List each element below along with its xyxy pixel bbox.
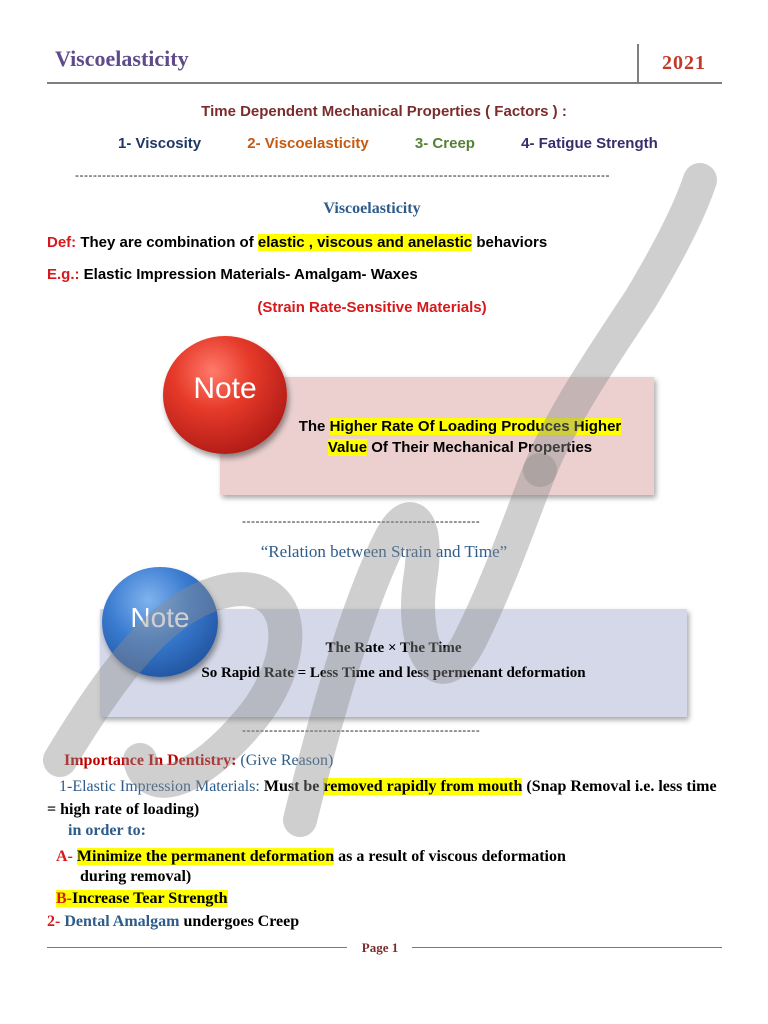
factor-creep: 3- Creep bbox=[414, 135, 475, 152]
example bbox=[47, 266, 418, 283]
strain-rate-note: (Strain Rate-Sensitive Materials) bbox=[257, 299, 487, 316]
item-a-highlight: Minimize the permanent deformation bbox=[76, 848, 335, 865]
item-b-highlight: Increase Tear Strength bbox=[72, 890, 228, 907]
definition-label: Def: bbox=[47, 234, 77, 251]
example-label: E.g.: bbox=[47, 266, 80, 283]
in-order-to: in order to: bbox=[68, 822, 146, 839]
example-text: Elastic Impression Materials- Amalgam- Waxes bbox=[83, 266, 418, 283]
item-1-after: (Snap Removal i.e. less time = high rate of loading) bbox=[47, 778, 717, 818]
importance-item-1 bbox=[47, 775, 727, 821]
note-loading-highlight-value: Value bbox=[327, 439, 368, 456]
dashed-divider: ----------------------------------------------------- bbox=[242, 723, 481, 737]
item-1-label: 1-Elastic Impression Materials: bbox=[59, 778, 260, 795]
factor-viscoelasticity: 2- Viscoelasticity bbox=[247, 135, 369, 152]
definition-highlight: elastic , viscous and anelastic bbox=[257, 234, 473, 251]
item-1-highlight: removed rapidly from mouth bbox=[323, 778, 523, 795]
definition-text-after: behaviors bbox=[476, 234, 548, 251]
item-b-label: B- bbox=[56, 890, 72, 907]
note-loading-suffix: Of Their Mechanical Properties bbox=[371, 439, 593, 456]
factor-viscosity: 1- Viscosity bbox=[118, 135, 202, 152]
definition bbox=[47, 234, 547, 251]
factors-heading: Time Dependent Mechanical Properties ( Factors ) : bbox=[201, 103, 567, 120]
importance-item-2 bbox=[47, 913, 299, 931]
header-rule bbox=[47, 82, 722, 84]
item-2-text: undergoes Creep bbox=[183, 913, 300, 930]
importance-heading bbox=[64, 752, 333, 770]
note-loading-prefix: The bbox=[298, 418, 326, 435]
header-divider bbox=[637, 44, 639, 82]
importance-title: Importance In Dentistry: bbox=[64, 752, 237, 769]
factors-list bbox=[118, 135, 700, 152]
item-a-continued: during removal) bbox=[80, 868, 192, 885]
footer-rule-right bbox=[412, 947, 722, 948]
importance-reason: (Give Reason) bbox=[240, 752, 334, 769]
item-1-mid: Must be bbox=[263, 778, 320, 795]
note-loading-text bbox=[280, 416, 640, 458]
note-badge-blue-label: Note bbox=[130, 602, 190, 633]
item-a-label: A- bbox=[56, 848, 73, 865]
rapid-rate-statement: So Rapid Rate = Less Time and less permenant deformation bbox=[201, 665, 586, 681]
definition-text-before: They are combination of bbox=[80, 234, 254, 251]
item-a-text: as a result of viscous deformation bbox=[338, 848, 566, 865]
dashed-divider: ----------------------------------------------------------------------------------------------------------------------- bbox=[75, 168, 611, 182]
page-number: Page 1 bbox=[361, 940, 399, 955]
item-2-number: 2- bbox=[47, 913, 61, 930]
item-a bbox=[56, 845, 716, 868]
dashed-divider: ----------------------------------------------------- bbox=[242, 514, 481, 528]
footer-rule-left bbox=[47, 947, 347, 948]
factor-fatigue-strength: 4- Fatigue Strength bbox=[521, 135, 658, 152]
note-loading-highlight: Higher Rate Of Loading Produces Higher bbox=[329, 418, 622, 435]
relation-title: “Relation between Strain and Time” bbox=[260, 542, 508, 561]
item-b bbox=[56, 890, 228, 908]
item-2-label: Dental Amalgam bbox=[64, 913, 180, 930]
document-year: 2021 bbox=[662, 52, 706, 74]
rate-time-formula: The Rate × The Time bbox=[325, 640, 462, 656]
section-title: Viscoelasticity bbox=[323, 200, 421, 217]
note-badge-red-label: Note bbox=[193, 372, 257, 405]
document-title: Viscoelasticity bbox=[55, 46, 189, 71]
